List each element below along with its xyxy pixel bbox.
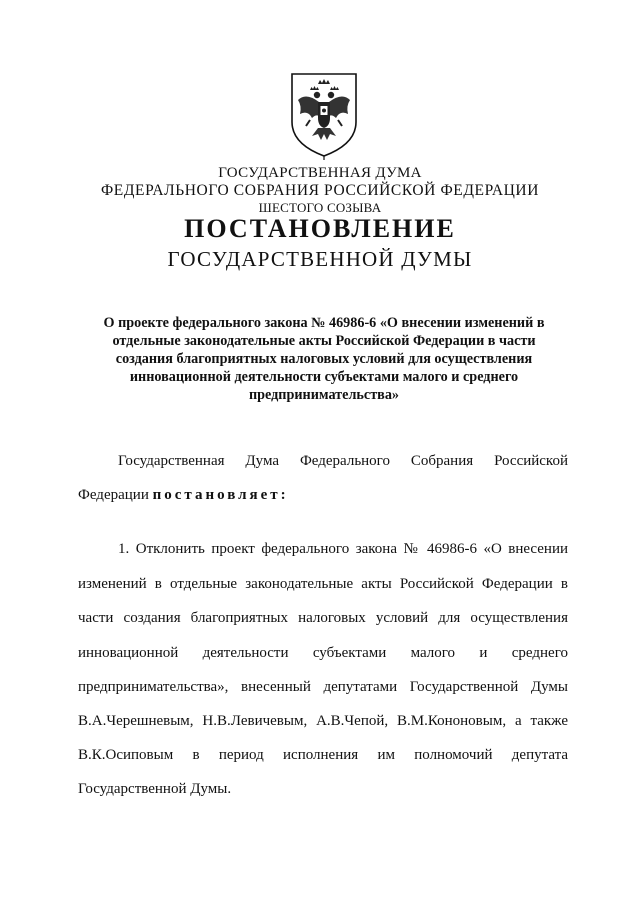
paragraph-line: Государственной Думы. <box>78 781 232 797</box>
document-title: ПОСТАНОВЛЕНИЕ <box>184 214 456 243</box>
subject-line: отдельные законодательные акты Российской Федерации в части <box>112 333 536 349</box>
subject-line: создания благоприятных налоговых условий для осуществления <box>115 351 533 367</box>
paragraph-line: В.А.Черешневым, Н.В.Левичевым, А.В.Чепой, В.М.Кононовым, а также <box>78 713 568 729</box>
subject-line: предпринимательства» <box>248 387 400 403</box>
paragraph-line: части создания благоприятных налоговых условий для осуществления <box>78 610 568 626</box>
paragraph-line: изменений в отдельные законодательные акты Российской Федерации в <box>78 576 568 592</box>
convocation-line: ШЕСТОГО СОЗЫВА <box>258 200 382 215</box>
paragraph-line: 1. Отклонить проект федерального закона № 46986-6 «О внесении <box>118 541 568 557</box>
paragraph-line: В.К.Осиповым в период исполнения им полномочий депутата <box>78 747 568 763</box>
paragraph-line: предпринимательства», внесенный депутатами Государственной Думы <box>78 679 568 695</box>
preamble-line-2 <box>78 487 568 504</box>
subject-line: О проекте федерального закона № 46986-6 «О внесении изменений в <box>103 315 545 331</box>
assembly-name-line: ФЕДЕРАЛЬНОГО СОБРАНИЯ РОССИЙСКОЙ ФЕДЕРАЦИИ <box>100 182 540 199</box>
duma-name-line: ГОСУДАРСТВЕННАЯ ДУМА <box>218 165 422 181</box>
subject-heading <box>60 314 588 404</box>
paragraph-line: инновационной деятельности субъектами малого и среднего <box>78 645 568 661</box>
preamble-text: Федерации <box>78 487 149 503</box>
subject-line: инновационной деятельности субъектами малого и среднего <box>129 369 519 385</box>
resolves-word: постановляет: <box>152 487 289 503</box>
state-emblem-icon <box>288 70 360 160</box>
document-subtitle: ГОСУДАРСТВЕННОЙ ДУМЫ <box>167 247 473 271</box>
preamble-line: Государственная Дума Федерального Собрания Российской <box>118 453 568 469</box>
